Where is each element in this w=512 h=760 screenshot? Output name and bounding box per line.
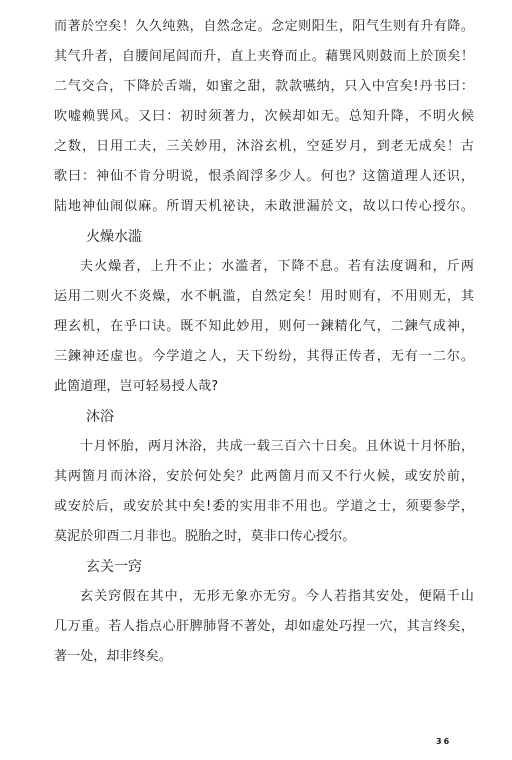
text-line: 运用二则火不炎燥，水不帆滥，自然定矣！用时则有，不用则无，其	[54, 289, 474, 304]
page-number: 36	[436, 737, 452, 746]
section-heading: 沐浴	[86, 409, 114, 425]
text-line: 几万重。若人指点心肝脾肺肾不著处，却如虚处巧捏一穴，其言终矣，	[54, 619, 474, 634]
text-line: 莫泥於卯酉二月非也。脱胎之时，莫非口传心授尔。	[54, 529, 356, 544]
text-line: 夫火燥者，上升不止；水滥者，下降不息。若有法度调和，斤两	[80, 259, 474, 274]
text-line: 玄关窍假在其中，无形无象亦无穷。今人若指其安处，便隔千山	[80, 589, 474, 604]
text-line: 十月怀胎，两月沐浴，共成一载三百六十日矣。且休说十月怀胎，	[80, 439, 474, 454]
text-line: 之数，日用工夫，三关妙用，沐浴玄机，空延岁月，到老无成矣！古	[54, 139, 474, 154]
text-line: 理玄机，在乎口诀。既不知此妙用，则何一鍊精化气，二鍊气成神，	[54, 319, 474, 334]
text-line: 其两箇月而沐浴，安於何处矣？此两箇月而又不行火候，或安於前，	[54, 469, 474, 484]
section-heading: 火燥水滥	[86, 229, 142, 245]
text-line: 而著於空矣！久久纯熟，自然念定。念定则阳生，阳气生则有升有降。	[54, 19, 474, 34]
text-line: 歌曰：神仙不肯分明说，恨杀阎浮多少人。何也？这箇道理人还识，	[54, 169, 474, 184]
text-line: 或安於后，或安於其中矣!委的实用非不用也。学道之士，须要参学，	[54, 499, 474, 514]
text-line: 三鍊神还虚也。今学道之人，天下纷纷，其得正传者，无有一二尔。	[54, 349, 474, 364]
text-line: 其气升者，自腰间尾闾而升，直上夹脊而止。藉巽风则鼓而上於顶矣！	[54, 49, 474, 64]
text-line: 陆地神仙闹似麻。所谓天机祕诀，未敢泄漏於文，故以口传心授尔。	[54, 199, 474, 214]
text-column	[54, 18, 474, 678]
text-line: 吹嘘赖巽风。又曰：初时须著力，次候却如无。总知升降，不明火候	[54, 109, 474, 124]
text-line: 二气交合，下降於舌端，如蜜之甜，款款嚥纳，只入中宫矣!丹书曰：	[54, 79, 474, 94]
section-heading: 玄关一窍	[86, 559, 142, 575]
text-line: 著一处，却非终矣。	[54, 649, 172, 664]
text-line: 此箇道理，岂可轻易授人哉?	[54, 379, 219, 394]
